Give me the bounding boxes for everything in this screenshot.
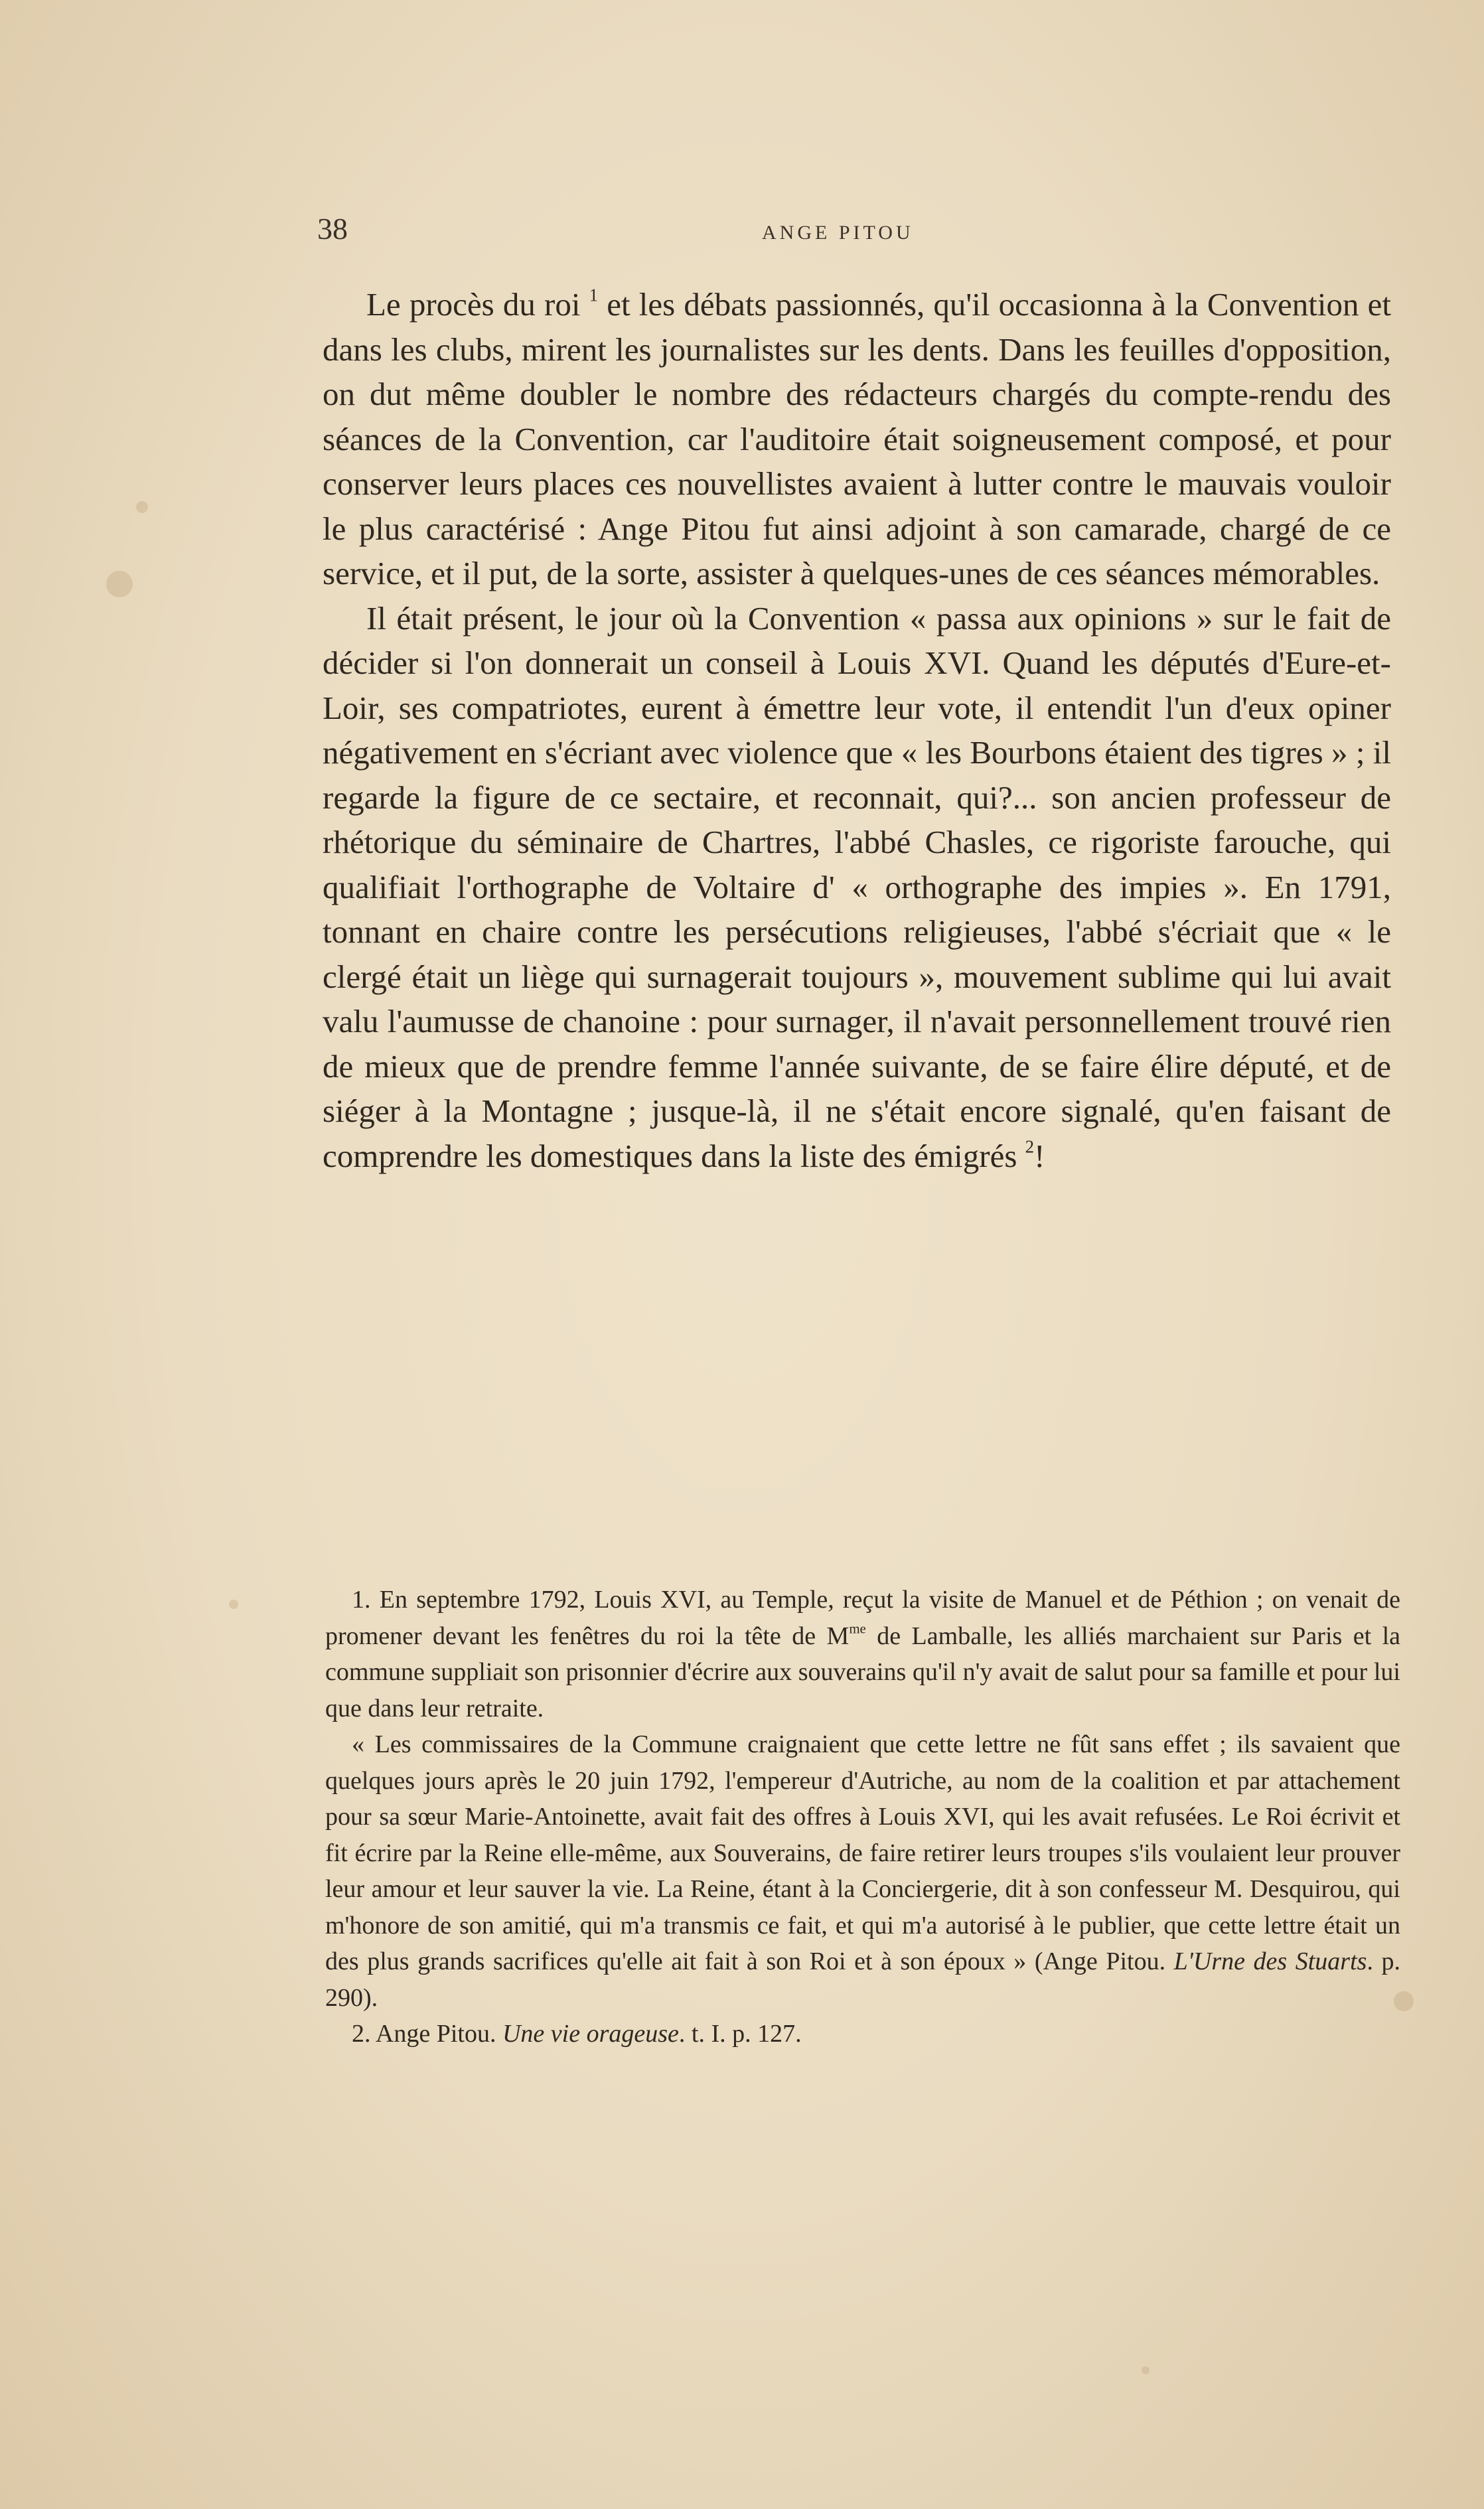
page-header	[317, 211, 1286, 251]
paragraph	[323, 282, 1391, 596]
text-run: Il était présent, le jour où la Convention « passa aux opinions » sur le fait de décider si l'on donnerait un conseil à Louis XVI. Quand les députés d'Eure-et-Loir, ses compatriotes, eurent à émettre leur vote, il entendit l'un d'eux opiner négativement en s'écriant avec violence que « les Bourbons étaient des tigres » ; il regarde la figure de ce sectaire, et reconnait, qui?... son ancien professeur de rhétorique du séminaire de Chartres, l'abbé Chasles, ce rigoriste farouche, qui qualifiait l'orthographe de Voltaire d' « orthographe des impies ». En 1791, tonnant en chaire contre les persécutions religieuses, l'abbé s'écriait que « le clergé était un liège qui surnagerait toujours », mouvement sublime qui lui avait valu l'aumusse de chanoine : pour surnager, il n'avait personnellement trouvé rien de mieux que de prendre femme l'année suivante, de se faire élire député, et de siéger à la Montagne ; jusque-là, il ne s'était encore signalé, qu'en faisant de comprendre les domestiques dans la liste des émigrés	[323, 599, 1391, 1174]
foxing-spot	[106, 571, 133, 597]
text-run: !	[1034, 1137, 1045, 1174]
superscript: me	[849, 1620, 866, 1636]
foxing-spot	[229, 1600, 238, 1609]
foxing-spot	[136, 501, 148, 513]
book-title: L'Urne des Stuarts	[1173, 1947, 1367, 1975]
paragraph	[323, 596, 1391, 1179]
footnote-ref: 2	[1025, 1136, 1035, 1156]
text-run: « Les commissaires de la Commune craignaient que cette lettre ne fût sans effet ; ils savaient que quelques jours après le 20 juin 1792, l'empereur d'Autriche, au nom de la coalition et par attachement pour sa sœur Marie-Antoinette, avait fait des offres à Louis XVI, qui les avait refusées. Le Roi écrivit et fit écrire par la Reine elle-même, aux Souverains, de faire retirer leurs troupes s'ils voulaient leur prouver leur amour et leur sauver la vie. La Reine, étant à la Conciergerie, dit à son confesseur M. Desquirou, qui m'honore de son amitié, qui m'a transmis ce fait, et qui m'a autorisé à le publier, que cette lettre était un des plus grands sacrifices qu'elle ait fait à son Roi et à son époux » (Ange Pitou.	[325, 1730, 1400, 1975]
foxing-spot	[1142, 2366, 1150, 2374]
running-title: ANGE PITOU	[762, 222, 914, 244]
text-run: . t. I. p. 127.	[678, 2020, 802, 2048]
footnotes	[325, 1582, 1400, 2052]
text-run: . p. 290).	[325, 1947, 1401, 2012]
text-run: 1. En septembre 1792, Louis XVI, au Temple, reçut la visite de Manuel et de Péthion ; on venait de promener devant les fenêtres du roi la tête de M	[325, 1586, 1400, 1650]
text-run: Le procès du roi	[366, 286, 589, 323]
book-title: Une vie orageuse	[502, 2020, 679, 2048]
footnote-2	[325, 2016, 1400, 2052]
footnote-ref: 1	[589, 285, 599, 305]
footnote-1-quote	[325, 1726, 1400, 2016]
text-run: et les débats passionnés, qu'il occasionna à la Convention et dans les clubs, mirent les journalistes sur les dents. Dans les feuilles d'opposition, on dut même doubler le nombre des rédacteurs chargés du compte-rendu des séances de la Convention, car l'auditoire était soigneusement composé, et pour conserver leurs places ces nouvellistes avaient à lutter contre le mauvais vouloir le plus caractérisé : Ange Pitou fut ainsi adjoint à son camarade, chargé de ce service, et il put, de la sorte, assister à quelques-unes de ces séances mémorables.	[323, 286, 1392, 591]
text-run: 2. Ange Pitou.	[352, 2020, 502, 2048]
text-run: de Lamballe, les alliés marchaient sur Paris et la commune suppliait son prisonnier d'écrire aux souverains qu'il n'y avait de salut pour sa famille et pour lui que dans leur retraite.	[325, 1622, 1400, 1722]
page-number: 38	[317, 212, 348, 246]
main-text	[323, 282, 1391, 1178]
footnote-1	[325, 1582, 1400, 1726]
